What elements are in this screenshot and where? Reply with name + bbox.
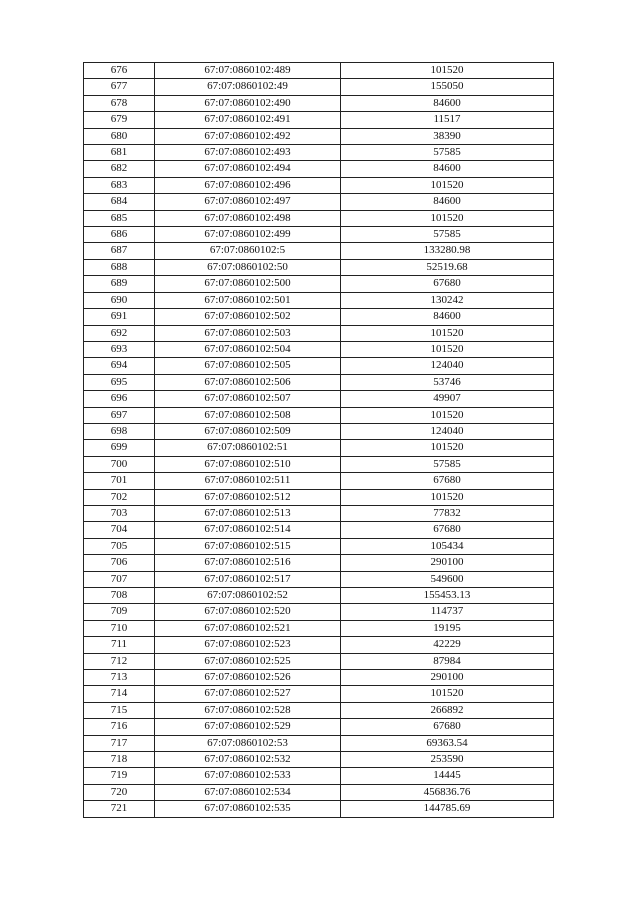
value-cell: 84600	[341, 161, 554, 177]
row-number-cell: 680	[84, 128, 155, 144]
cadastral-number-cell: 67:07:0860102:53	[155, 735, 341, 751]
value-cell: 133280.98	[341, 243, 554, 259]
cadastral-number-cell: 67:07:0860102:525	[155, 653, 341, 669]
cadastral-number-cell: 67:07:0860102:500	[155, 276, 341, 292]
value-cell: 101520	[341, 63, 554, 79]
table-row	[84, 374, 554, 390]
row-number-cell: 697	[84, 407, 155, 423]
table-row	[84, 801, 554, 817]
row-number-cell: 683	[84, 177, 155, 193]
row-number-cell: 711	[84, 637, 155, 653]
cadastral-number-cell: 67:07:0860102:505	[155, 358, 341, 374]
row-number-cell: 712	[84, 653, 155, 669]
table-row	[84, 555, 554, 571]
table-row	[84, 719, 554, 735]
cadastral-number-cell: 67:07:0860102:499	[155, 227, 341, 243]
row-number-cell: 702	[84, 489, 155, 505]
cadastral-number-cell: 67:07:0860102:515	[155, 538, 341, 554]
cadastral-number-cell: 67:07:0860102:527	[155, 686, 341, 702]
table-row	[84, 243, 554, 259]
table-row	[84, 407, 554, 423]
row-number-cell: 687	[84, 243, 155, 259]
table-row	[84, 505, 554, 521]
table-row	[84, 341, 554, 357]
row-number-cell: 685	[84, 210, 155, 226]
value-cell: 77832	[341, 505, 554, 521]
value-cell: 57585	[341, 145, 554, 161]
table-row	[84, 620, 554, 636]
cadastral-number-cell: 67:07:0860102:516	[155, 555, 341, 571]
row-number-cell: 719	[84, 768, 155, 784]
value-cell: 124040	[341, 358, 554, 374]
row-number-cell: 709	[84, 604, 155, 620]
row-number-cell: 710	[84, 620, 155, 636]
cadastral-number-cell: 67:07:0860102:535	[155, 801, 341, 817]
cadastral-number-cell: 67:07:0860102:489	[155, 63, 341, 79]
value-cell: 38390	[341, 128, 554, 144]
table-row	[84, 637, 554, 653]
value-cell: 42229	[341, 637, 554, 653]
row-number-cell: 714	[84, 686, 155, 702]
cadastral-number-cell: 67:07:0860102:5	[155, 243, 341, 259]
value-cell: 105434	[341, 538, 554, 554]
cadastral-number-cell: 67:07:0860102:521	[155, 620, 341, 636]
row-number-cell: 707	[84, 571, 155, 587]
value-cell: 57585	[341, 227, 554, 243]
row-number-cell: 691	[84, 309, 155, 325]
value-cell: 67680	[341, 276, 554, 292]
value-cell: 101520	[341, 210, 554, 226]
table-row	[84, 571, 554, 587]
value-cell: 14445	[341, 768, 554, 784]
cadastral-number-cell: 67:07:0860102:51	[155, 440, 341, 456]
value-cell: 49907	[341, 391, 554, 407]
value-cell: 549600	[341, 571, 554, 587]
cadastral-number-cell: 67:07:0860102:528	[155, 702, 341, 718]
cadastral-number-cell: 67:07:0860102:529	[155, 719, 341, 735]
cadastral-number-cell: 67:07:0860102:523	[155, 637, 341, 653]
value-cell: 101520	[341, 407, 554, 423]
table-row	[84, 702, 554, 718]
row-number-cell: 678	[84, 95, 155, 111]
data-table	[83, 62, 554, 818]
row-number-cell: 692	[84, 325, 155, 341]
value-cell: 67680	[341, 522, 554, 538]
value-cell: 84600	[341, 95, 554, 111]
value-cell: 101520	[341, 177, 554, 193]
value-cell: 101520	[341, 341, 554, 357]
table-row	[84, 227, 554, 243]
value-cell: 67680	[341, 473, 554, 489]
cadastral-number-cell: 67:07:0860102:508	[155, 407, 341, 423]
table-row	[84, 325, 554, 341]
value-cell: 130242	[341, 292, 554, 308]
cadastral-number-cell: 67:07:0860102:514	[155, 522, 341, 538]
value-cell: 87984	[341, 653, 554, 669]
table-row	[84, 309, 554, 325]
cadastral-number-cell: 67:07:0860102:50	[155, 259, 341, 275]
cadastral-number-cell: 67:07:0860102:511	[155, 473, 341, 489]
value-cell: 253590	[341, 752, 554, 768]
table-row	[84, 210, 554, 226]
row-number-cell: 713	[84, 670, 155, 686]
row-number-cell: 718	[84, 752, 155, 768]
row-number-cell: 677	[84, 79, 155, 95]
table-row	[84, 653, 554, 669]
table-row	[84, 79, 554, 95]
value-cell: 84600	[341, 309, 554, 325]
table-row	[84, 145, 554, 161]
value-cell: 67680	[341, 719, 554, 735]
cadastral-number-cell: 67:07:0860102:513	[155, 505, 341, 521]
row-number-cell: 704	[84, 522, 155, 538]
row-number-cell: 700	[84, 456, 155, 472]
cadastral-number-cell: 67:07:0860102:532	[155, 752, 341, 768]
value-cell: 57585	[341, 456, 554, 472]
cadastral-number-cell: 67:07:0860102:52	[155, 588, 341, 604]
table-row	[84, 670, 554, 686]
table-row	[84, 276, 554, 292]
cadastral-number-cell: 67:07:0860102:507	[155, 391, 341, 407]
row-number-cell: 705	[84, 538, 155, 554]
value-cell: 101520	[341, 325, 554, 341]
row-number-cell: 686	[84, 227, 155, 243]
row-number-cell: 690	[84, 292, 155, 308]
table-row	[84, 95, 554, 111]
value-cell: 114737	[341, 604, 554, 620]
value-cell: 101520	[341, 489, 554, 505]
table-row	[84, 112, 554, 128]
row-number-cell: 693	[84, 341, 155, 357]
cadastral-number-cell: 67:07:0860102:498	[155, 210, 341, 226]
row-number-cell: 696	[84, 391, 155, 407]
cadastral-number-cell: 67:07:0860102:506	[155, 374, 341, 390]
row-number-cell: 688	[84, 259, 155, 275]
cadastral-number-cell: 67:07:0860102:509	[155, 423, 341, 439]
cadastral-number-cell: 67:07:0860102:496	[155, 177, 341, 193]
value-cell: 144785.69	[341, 801, 554, 817]
table-row	[84, 588, 554, 604]
table-row	[84, 604, 554, 620]
value-cell: 290100	[341, 555, 554, 571]
row-number-cell: 717	[84, 735, 155, 751]
row-number-cell: 682	[84, 161, 155, 177]
table-row	[84, 423, 554, 439]
row-number-cell: 684	[84, 194, 155, 210]
value-cell: 84600	[341, 194, 554, 210]
row-number-cell: 708	[84, 588, 155, 604]
value-cell: 101520	[341, 686, 554, 702]
cadastral-number-cell: 67:07:0860102:502	[155, 309, 341, 325]
value-cell: 53746	[341, 374, 554, 390]
cadastral-number-cell: 67:07:0860102:490	[155, 95, 341, 111]
value-cell: 155453.13	[341, 588, 554, 604]
cadastral-number-cell: 67:07:0860102:497	[155, 194, 341, 210]
cadastral-number-cell: 67:07:0860102:501	[155, 292, 341, 308]
cadastral-number-cell: 67:07:0860102:512	[155, 489, 341, 505]
table-row	[84, 128, 554, 144]
table-row	[84, 358, 554, 374]
table-row	[84, 440, 554, 456]
cadastral-number-cell: 67:07:0860102:526	[155, 670, 341, 686]
value-cell: 11517	[341, 112, 554, 128]
value-cell: 19195	[341, 620, 554, 636]
row-number-cell: 676	[84, 63, 155, 79]
table-row	[84, 735, 554, 751]
table-row	[84, 473, 554, 489]
cadastral-number-cell: 67:07:0860102:520	[155, 604, 341, 620]
table-row	[84, 194, 554, 210]
cadastral-number-cell: 67:07:0860102:491	[155, 112, 341, 128]
row-number-cell: 689	[84, 276, 155, 292]
row-number-cell: 716	[84, 719, 155, 735]
value-cell: 456836.76	[341, 784, 554, 800]
table-row	[84, 686, 554, 702]
row-number-cell: 698	[84, 423, 155, 439]
cadastral-number-cell: 67:07:0860102:517	[155, 571, 341, 587]
value-cell: 101520	[341, 440, 554, 456]
table-row	[84, 538, 554, 554]
value-cell: 52519.68	[341, 259, 554, 275]
table-row	[84, 259, 554, 275]
row-number-cell: 720	[84, 784, 155, 800]
cadastral-number-cell: 67:07:0860102:510	[155, 456, 341, 472]
value-cell: 155050	[341, 79, 554, 95]
table-row	[84, 63, 554, 79]
value-cell: 124040	[341, 423, 554, 439]
cadastral-number-cell: 67:07:0860102:494	[155, 161, 341, 177]
table-row	[84, 292, 554, 308]
value-cell: 290100	[341, 670, 554, 686]
value-cell: 266892	[341, 702, 554, 718]
table-row	[84, 177, 554, 193]
table-row	[84, 784, 554, 800]
table-row	[84, 752, 554, 768]
row-number-cell: 701	[84, 473, 155, 489]
cadastral-number-cell: 67:07:0860102:503	[155, 325, 341, 341]
cadastral-number-cell: 67:07:0860102:49	[155, 79, 341, 95]
row-number-cell: 699	[84, 440, 155, 456]
table-body	[84, 63, 554, 818]
table-row	[84, 456, 554, 472]
table-row	[84, 522, 554, 538]
row-number-cell: 721	[84, 801, 155, 817]
row-number-cell: 715	[84, 702, 155, 718]
cadastral-number-cell: 67:07:0860102:504	[155, 341, 341, 357]
cadastral-number-cell: 67:07:0860102:492	[155, 128, 341, 144]
table-row	[84, 489, 554, 505]
row-number-cell: 679	[84, 112, 155, 128]
table-row	[84, 768, 554, 784]
row-number-cell: 706	[84, 555, 155, 571]
cadastral-number-cell: 67:07:0860102:534	[155, 784, 341, 800]
table-row	[84, 391, 554, 407]
value-cell: 69363.54	[341, 735, 554, 751]
row-number-cell: 681	[84, 145, 155, 161]
cadastral-number-cell: 67:07:0860102:493	[155, 145, 341, 161]
cadastral-number-cell: 67:07:0860102:533	[155, 768, 341, 784]
row-number-cell: 695	[84, 374, 155, 390]
row-number-cell: 694	[84, 358, 155, 374]
row-number-cell: 703	[84, 505, 155, 521]
table-row	[84, 161, 554, 177]
